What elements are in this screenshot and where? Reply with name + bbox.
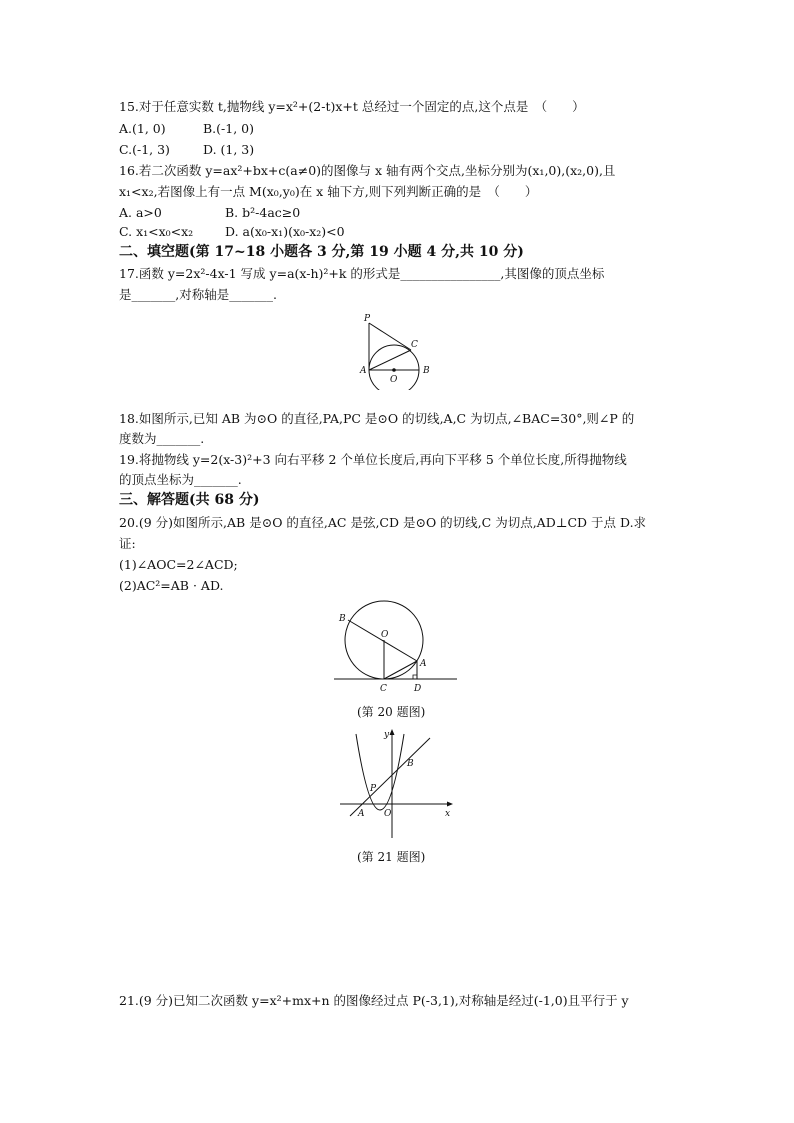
q16-option-a: A. a>0 <box>119 205 162 220</box>
q19-line1: 19.将抛物线 y=2(x-3)²+3 向右平移 2 个单位长度后,再向下平移 5 个单位长度,所得抛物线 <box>119 452 627 467</box>
tangent-pc <box>369 323 411 350</box>
diameter-ab <box>348 620 417 661</box>
q21-line1: 21.(9 分)已知二次函数 y=x²+mx+n 的图像经过点 P(-3,1),对称轴是经过(-1,0)且平行于 y <box>119 993 629 1008</box>
label-p: P <box>370 784 377 794</box>
figure-q20-caption: (第 20 题图) <box>357 705 426 719</box>
x-axis-arrow <box>447 802 453 807</box>
section-3-heading: 三、解答题(共 68 分) <box>119 492 260 508</box>
q20-line1: 20.(9 分)如图所示,AB 是⊙O 的直径,AC 是弦,CD 是⊙O 的切线,C 为切点,AD⊥CD 于点 D.求 <box>119 515 647 530</box>
label-p: P <box>364 314 371 324</box>
q16-option-c: C. x₁<x₀<x₂ <box>119 224 194 239</box>
label-d: D <box>414 684 422 694</box>
label-o: O <box>381 630 389 640</box>
figure-q21 <box>336 726 458 842</box>
label-o: O <box>384 809 392 819</box>
q20-part2: (2)AC²=AB · AD. <box>119 578 224 593</box>
label-o: O <box>390 375 398 385</box>
q17-line1: 17.函数 y=2x²-4x-1 写成 y=a(x-h)²+k 的形式是________________,其图像的顶点坐标 <box>119 266 605 281</box>
label-b: B <box>423 366 430 376</box>
right-angle-mark <box>413 675 417 679</box>
label-a: A <box>420 659 427 669</box>
q15-stem: 15.对于任意实数 t,抛物线 y=x²+(2-t)x+t 总经过一个固定的点,这个点是 （ ） <box>119 99 585 114</box>
q15-option-d: D. (1, 3) <box>203 142 255 157</box>
label-c: C <box>380 684 387 694</box>
q17-line2: 是_______,对称轴是_______. <box>119 287 277 302</box>
section-2-heading: 二、填空题(第 17~18 小题各 3 分,第 19 小题 4 分,共 10 分) <box>119 244 524 260</box>
label-b: B <box>339 614 346 624</box>
center-point <box>392 368 396 372</box>
y-axis-arrow <box>390 729 395 735</box>
parabola <box>356 734 404 810</box>
q20-part1: (1)∠AOC=2∠ACD; <box>119 557 238 572</box>
q19-line2: 的顶点坐标为_______. <box>119 472 242 487</box>
chord-ac <box>384 661 417 679</box>
q16-stem-line2: x₁<x₂,若图像上有一点 M(x₀,y₀)在 x 轴下方,则下列判断正确的是 （ ） <box>119 184 538 199</box>
figure-q21-caption: (第 21 题图) <box>357 850 426 864</box>
label-x: x <box>445 809 451 819</box>
label-b: B <box>407 759 414 769</box>
figure-q18 <box>355 310 445 390</box>
q20-line2: 证: <box>119 536 136 551</box>
q15-option-a: A.(1, 0) <box>119 121 166 136</box>
label-a: A <box>358 809 365 819</box>
q18-line1: 18.如图所示,已知 AB 为⊙O 的直径,PA,PC 是⊙O 的切线,A,C 为切点,∠BAC=30°,则∠P 的 <box>119 411 635 426</box>
q18-line2: 度数为_______. <box>119 431 205 446</box>
q15-option-c: C.(-1, 3) <box>119 142 170 157</box>
label-y: y <box>384 730 390 740</box>
q16-stem-line1: 16.若二次函数 y=ax²+bx+c(a≠0)的图像与 x 轴有两个交点,坐标分别为(x₁,0),(x₂,0),且 <box>119 163 616 178</box>
figure-q20 <box>330 600 462 698</box>
q15-option-b: B.(-1, 0) <box>203 121 254 136</box>
label-c: C <box>411 340 418 350</box>
q16-option-b: B. b²-4ac≥0 <box>225 205 301 220</box>
label-a: A <box>360 366 367 376</box>
q16-option-d: D. a(x₀-x₁)(x₀-x₂)<0 <box>225 224 345 239</box>
